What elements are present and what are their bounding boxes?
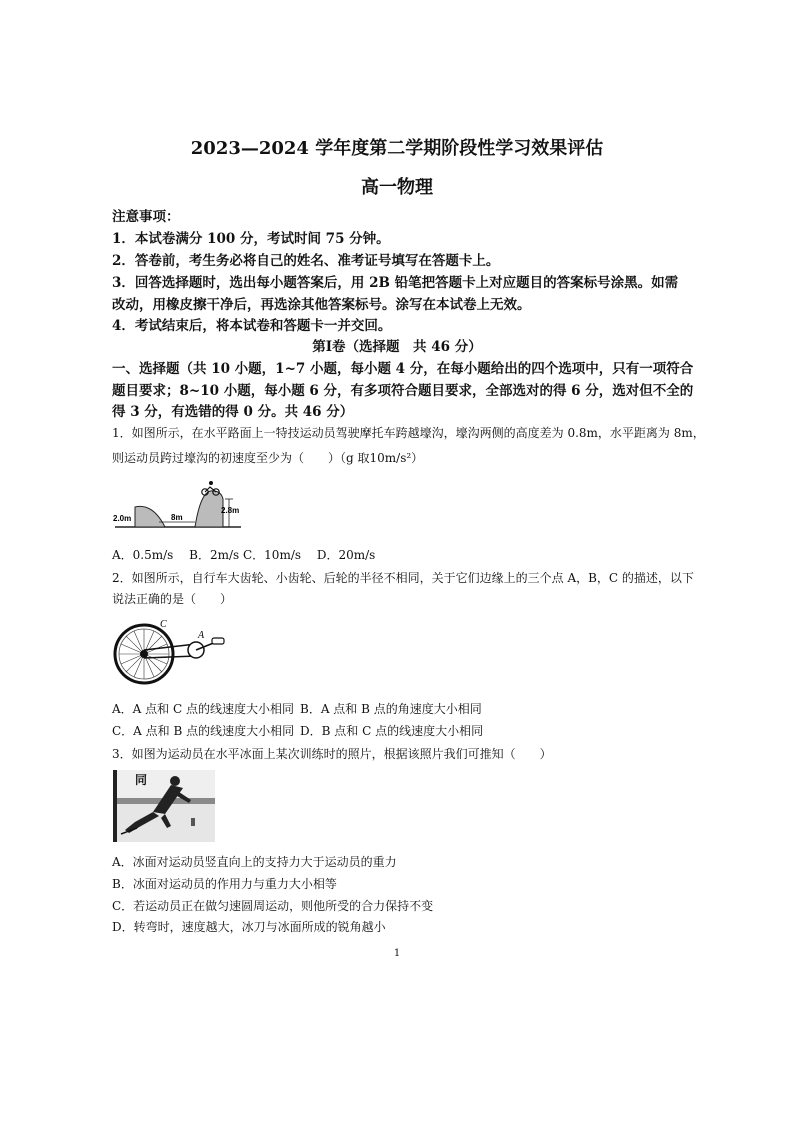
q2-bicycle-figure xyxy=(112,614,230,692)
q2-option-a: A．A 点和 C 点的线速度大小相同 xyxy=(112,702,294,716)
q1-label-distance: 8m xyxy=(171,513,183,522)
q2-option-b: B．A 点和 B 点的角速度大小相同 xyxy=(300,702,482,716)
q3-option-d: D．转弯时，速度越大，冰刀与冰面所成的锐角越小 xyxy=(112,920,386,934)
q1-options: A．0.5m/s B．2m/s C．10m/s D．20m/s xyxy=(112,548,376,562)
note-item-1: 1．本试卷满分 100 分，考试时间 75 分钟。 xyxy=(112,231,390,247)
section-title: 第Ⅰ卷（选择题 共 46 分） xyxy=(312,339,482,355)
q2-stem-line1: 2．如图所示，自行车大齿轮、小齿轮、后轮的半径不相同，关于它们边缘上的三个点 A，B，C 的描述，以下 xyxy=(112,571,694,585)
q1-ditch-figure xyxy=(113,479,243,541)
note-item-3: 3．回答选择题时，选出每小题答案后，用 2B 铅笔把答题卡上对应题目的答案标号涂黑。如需 xyxy=(112,275,679,291)
q2-stem-line2: 说法正确的是（ ） xyxy=(112,592,233,606)
q3-photo-text: 同 xyxy=(135,773,148,787)
q3-option-c: C．若运动员正在做匀速圆周运动，则他所受的合力保持不变 xyxy=(112,899,434,913)
q3-option-b: B．冰面对运动员的作用力与重力大小相等 xyxy=(112,877,337,891)
q2-label-a: A xyxy=(198,630,205,641)
section-instructions-1: 一、选择题（共 10 小题，1~7 小题，每小题 4 分，在每小题给出的四个选项中，只有一项符合 xyxy=(112,361,694,377)
q2-label-c: C xyxy=(160,619,167,630)
q3-option-a: A．冰面对运动员竖直向上的支持力大于运动员的重力 xyxy=(112,855,397,869)
page-number: 1 xyxy=(393,948,401,959)
q2-option-c: C．A 点和 B 点的线速度大小相同 xyxy=(112,724,295,738)
note-item-2: 2．答卷前，考生务必将自己的姓名、准考证号填写在答题卡上。 xyxy=(112,253,500,269)
exam-title: 2023—2024 学年度第二学期阶段性学习效果评估 xyxy=(190,138,604,159)
q3-stem: 3．如图为运动员在水平冰面上某次训练时的照片，根据该照片我们可推知（ ） xyxy=(112,747,552,761)
exam-subject: 高一物理 xyxy=(361,177,433,198)
q1-stem-line1: 1．如图所示，在水平路面上一特技运动员驾驶摩托车跨越壕沟，壕沟两侧的高度差为 0.8m，水平距离为 8m， xyxy=(112,426,705,440)
q2-option-d: D．B 点和 C 点的线速度大小相同 xyxy=(300,724,484,738)
note-item-3-cont: 改动，用橡皮擦干净后，再选涂其他答案标号。涂写在本试卷上无效。 xyxy=(112,297,531,313)
q3-skater-photo xyxy=(113,770,215,842)
section-instructions-2: 题目要求；8~10 小题，每小题 6 分，有多项符合题目要求，全部选对的得 6 分，选对但不全的 xyxy=(112,383,694,399)
q1-label-left-height: 2.0m xyxy=(113,514,132,523)
q1-label-right-height: 2.8m xyxy=(221,506,240,515)
q1-stem-line2: 则运动员跨过壕沟的初速度至少为（ ）（g 取10m/s²） xyxy=(112,451,424,465)
note-item-4: 4．考试结束后，将本试卷和答题卡一并交回。 xyxy=(112,318,392,334)
notes-heading: 注意事项： xyxy=(112,209,180,225)
section-instructions-3: 得 3 分，有选错的得 0 分。共 46 分） xyxy=(112,404,354,420)
